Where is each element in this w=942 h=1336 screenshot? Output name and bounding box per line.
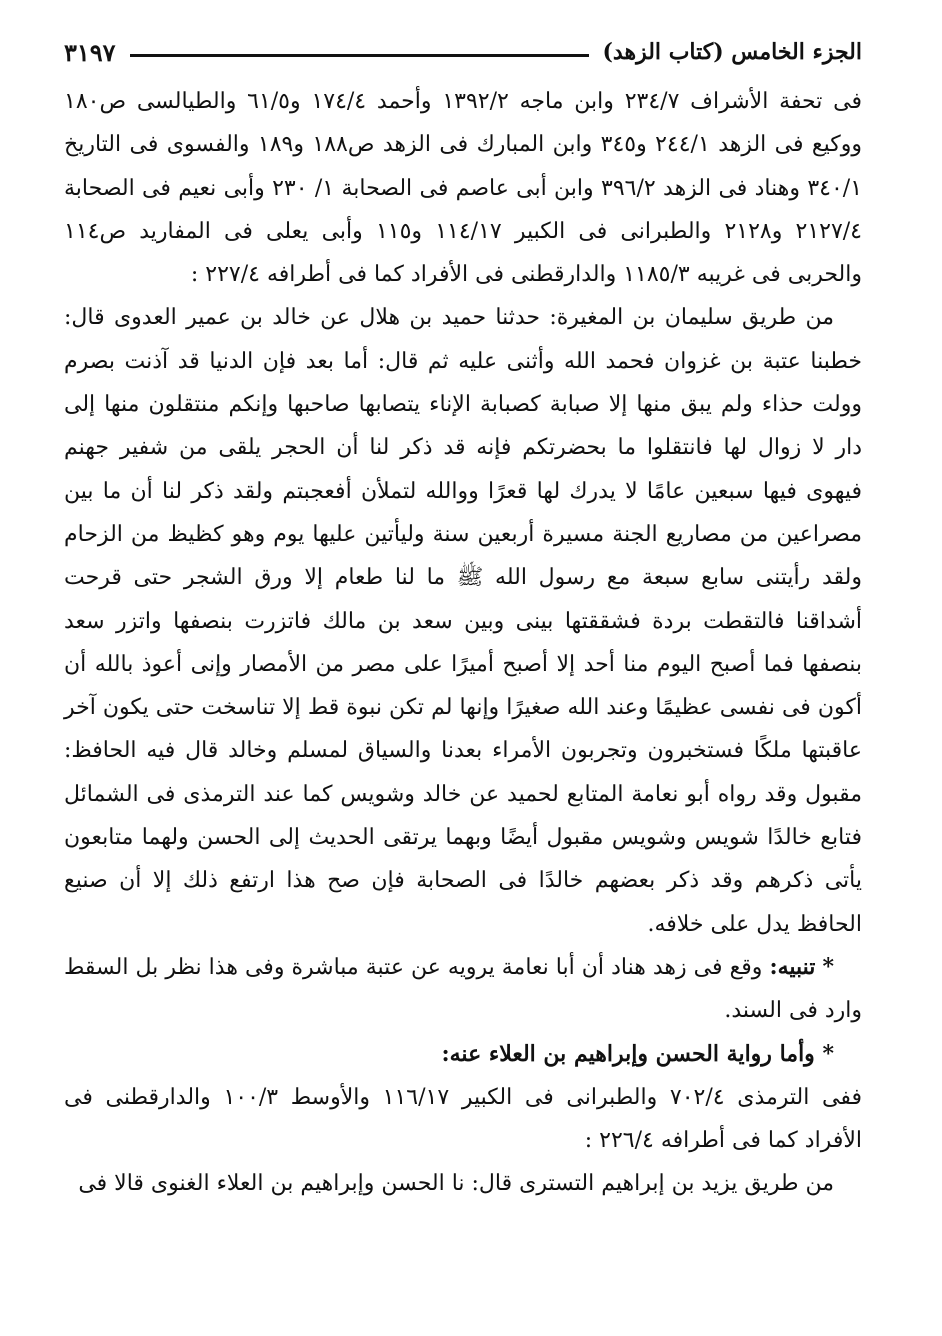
section-citation-paragraph: ففى الترمذى ٧٠٢/٤ والطبرانى فى الكبير ١١٦/١٧ والأوسط ١٠٠/٣ والدارقطنى فى الأفراد كما فى أطرافه ٢٢٦/٤ :	[64, 1084, 863, 1154]
note-text: وقع فى زهد هناد أن أبا نعامة يرويه عن عتبة مباشرة وفى هذا نظر بل السقط وارد فى السند.	[64, 954, 862, 1024]
note-paragraph	[64, 946, 862, 1033]
header-rule	[130, 54, 589, 57]
section-heading	[64, 1033, 862, 1076]
citation-paragraph: فى تحفة الأشراف ٢٣٤/٧ وابن ماجه ١٣٩٢/٢ وأحمد ١٧٤/٤ و٦١/٥ والطيالسى ص١٨٠ ووكيع فى الزهد ٢٤٤/١ و٣٤٥ وابن المبارك فى الزهد ص١٨٨ و١٨٩ والفسوى فى التاريخ ٣٤٠/١ وهناد فى الزهد ٣٩٦/٢ وابن أبى عاصم فى الصحابة ١/ ٢٣٠ وأبى نعيم فى الصحابة ٢١٢٧/٤ و٢١٢٨ والطبرانى فى الكبير ١١٤/١٧ و١١٥ وأبى يعلى فى المفاريد ص١١٤ والحربى فى غريبه ١١٨٥/٣ والدارقطنى فى الأفراد كما فى أطرافه ٢٢٧/٤ :	[64, 89, 863, 288]
note-label: تنبيه:	[769, 953, 816, 980]
page-header	[64, 30, 862, 74]
section-chain-paragraph: من طريق يزيد بن إبراهيم التسترى قال: نا الحسن وإبراهيم بن العلاء الغنوى قالا فى	[78, 1171, 834, 1197]
page-number: ٣١٩٧	[64, 37, 116, 67]
hadith-paragraph: من طريق سليمان بن المغيرة: حدثنا حميد بن هلال عن خالد بن عمير العدوى قال: خطبنا عتبة بن غزوان فحمد الله وأثنى عليه ثم قال: أما بعد فإن الدنيا قد آذنت بصرم وولت حذاء ولم يبق منها إلا صبابة كصبابة الإناء يتصابها صاحبها وإنكم منتقلون منها إلى دار لا زوال لها فانتقلوا ما بحضرتكم فإنه قد ذكر لنا أن الحجر يلقى من شفير جهنم فيهوى فيها سبعين عامًا لا يدرك لها قعرًا ووالله لتملأن أفعجبتم ولقد ذكر لنا أن ما بين مصراعين من مصاريع الجنة مسيرة أربعين سنة وليأتين عليها يوم وهو كظيظ من الزحام ولقد رأيتنى سابع سبعة مع رسول الله ﷺ ما لنا طعام إلا ورق الشجر حتى قرحت أشداقنا فالتقطت بردة فشققتها بينى وبين سعد بن مالك فاتزرت بنصفها واتزر سعد بنصفها فما أصبح اليوم منا أحد إلا أصبح أميرًا على مصر من الأمصار وإنى أعوذ بالله أن أكون فى نفسى عظيمًا وعند الله صغيرًا وإنها لم تكن نبوة قط إلا تناسخت حتى يكون آخر عاقبتها ملكًا فستخبرون وتجربون الأمراء بعدنا والسياق لمسلم وخالد قال فيه الحافظ: مقبول وقد رواه أبو نعامة المتابع لحميد عن خالد وشويس كما عند الترمذى فى الشمائل فتابع خالدًا شويس وشويس مقبول أيضًا وبهما يرتقى الحديث إلى الحسن ولهما متابعون يأتى ذكرهم وقد ذكر بعضهم خالدًا فى الصحابة فإن صح هذا ارتفع ذلك إلا أن صنيع الحافظ يدل على خلافه.	[64, 305, 862, 937]
section-star: *	[822, 1040, 834, 1067]
note-star: *	[822, 953, 834, 980]
running-title: الجزء الخامس (كتاب الزهد)	[602, 39, 862, 65]
section-heading-text: وأما رواية الحسن وإبراهيم بن العلاء عنه:	[441, 1040, 815, 1067]
